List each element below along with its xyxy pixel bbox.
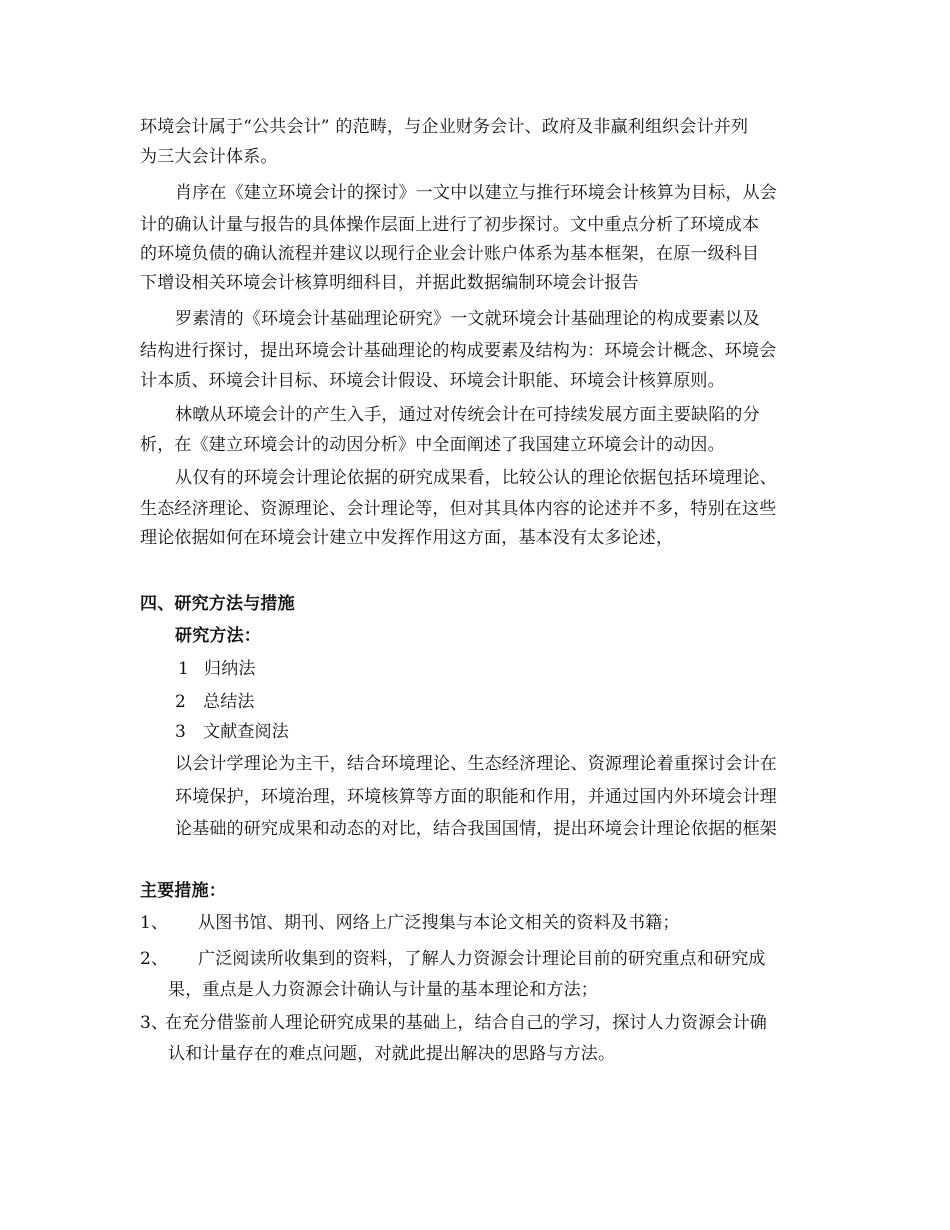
paragraph-line: 析，在《建立环境会计的动因分析》中全面阐述了我国建立环境会计的动因。 <box>140 435 725 455</box>
paragraph-line: 生态经济理论、资源理论、会计理论等，但对其具体内容的论述并不多，特别在这些 <box>140 499 777 519</box>
paragraph-line: 论基础的研究成果和动态的对比，结合我国国情，提出环境会计理论依据的框架 <box>175 819 777 839</box>
measure-item: 从图书馆、期刊、网络上广泛搜集与本论文相关的资料及书籍； <box>198 913 680 933</box>
paragraph-line: 从仅有的环境会计理论依据的研究成果看，比较公认的理论依据包括环境理论、 <box>175 468 777 488</box>
paragraph-line: 的环境负债的确认流程并建议以现行企业会计账户体系为基本框架，在原一级科目 <box>140 244 760 264</box>
paragraph-line: 以会计学理论为主干，结合环境理论、生态经济理论、资源理论着重探讨会计在 <box>175 754 777 774</box>
measure-item: 广泛阅读所收集到的资料，了解人力资源会计理论目前的研究重点和研究成 <box>198 949 766 969</box>
paragraph-line: 为三大会计体系。 <box>140 147 278 167</box>
measure-item-continued: 认和计量存在的难点问题，对就此提出解决的思路与方法。 <box>168 1044 616 1064</box>
paragraph-line: 理论依据如何在环境会计建立中发挥作用这方面，基本没有太多论述， <box>140 528 674 548</box>
measure-item-continued: 果，重点是人力资源会计确认与计量的基本理论和方法； <box>168 980 598 1000</box>
method-item: 文献查阅法 <box>203 722 289 742</box>
paragraph-line: 下增设相关环境会计核算明细科目，并据此数据编制环境会计报告 <box>140 273 639 293</box>
paragraph-line: 罗素清的《环境会计基础理论研究》一文就环境会计基础理论的构成要素以及 <box>175 309 760 329</box>
paragraph-line: 林暾从环境会计的产生入手，通过对传统会计在可持续发展方面主要缺陷的分 <box>175 405 760 425</box>
measure-number: 1、 <box>140 913 169 933</box>
measure-number: 3、 <box>140 1013 169 1033</box>
paragraph-line: 计的确认计量与报告的具体操作层面上进行了初步探讨。文中重点分析了环境成本 <box>140 215 760 235</box>
paragraph-line: 肖序在《建立环境会计的探讨》一文中以建立与推行环境会计核算为目标，从会 <box>175 183 777 203</box>
paragraph-line: 计本质、环境会计目标、环境会计假设、环境会计职能、环境会计核算原则。 <box>140 371 725 391</box>
measure-number: 2、 <box>140 949 169 969</box>
section-heading: 四、研究方法与措施 <box>140 594 295 614</box>
measure-item: 在充分借鉴前人理论研究成果的基础上，结合自己的学习，探讨人力资源会计确 <box>165 1013 767 1033</box>
method-item: 总结法 <box>203 692 255 712</box>
paragraph-line: 结构进行探讨，提出环境会计基础理论的构成要素及结构为：环境会计概念、环境会 <box>140 341 777 361</box>
paragraph-line: 环境保护，环境治理，环境核算等方面的职能和作用，并通过国内外环境会计理 <box>175 787 777 807</box>
methods-label: 研究方法： <box>175 626 261 646</box>
method-number: 3 <box>175 722 187 742</box>
method-number: 2 <box>175 692 187 712</box>
measures-label: 主要措施： <box>140 881 226 901</box>
method-item: 归纳法 <box>204 659 256 679</box>
method-number: 1 <box>178 659 190 679</box>
paragraph-line: 环境会计属于“公共会计” 的范畴，与企业财务会计、政府及非赢利组织会计并列 <box>140 117 749 137</box>
